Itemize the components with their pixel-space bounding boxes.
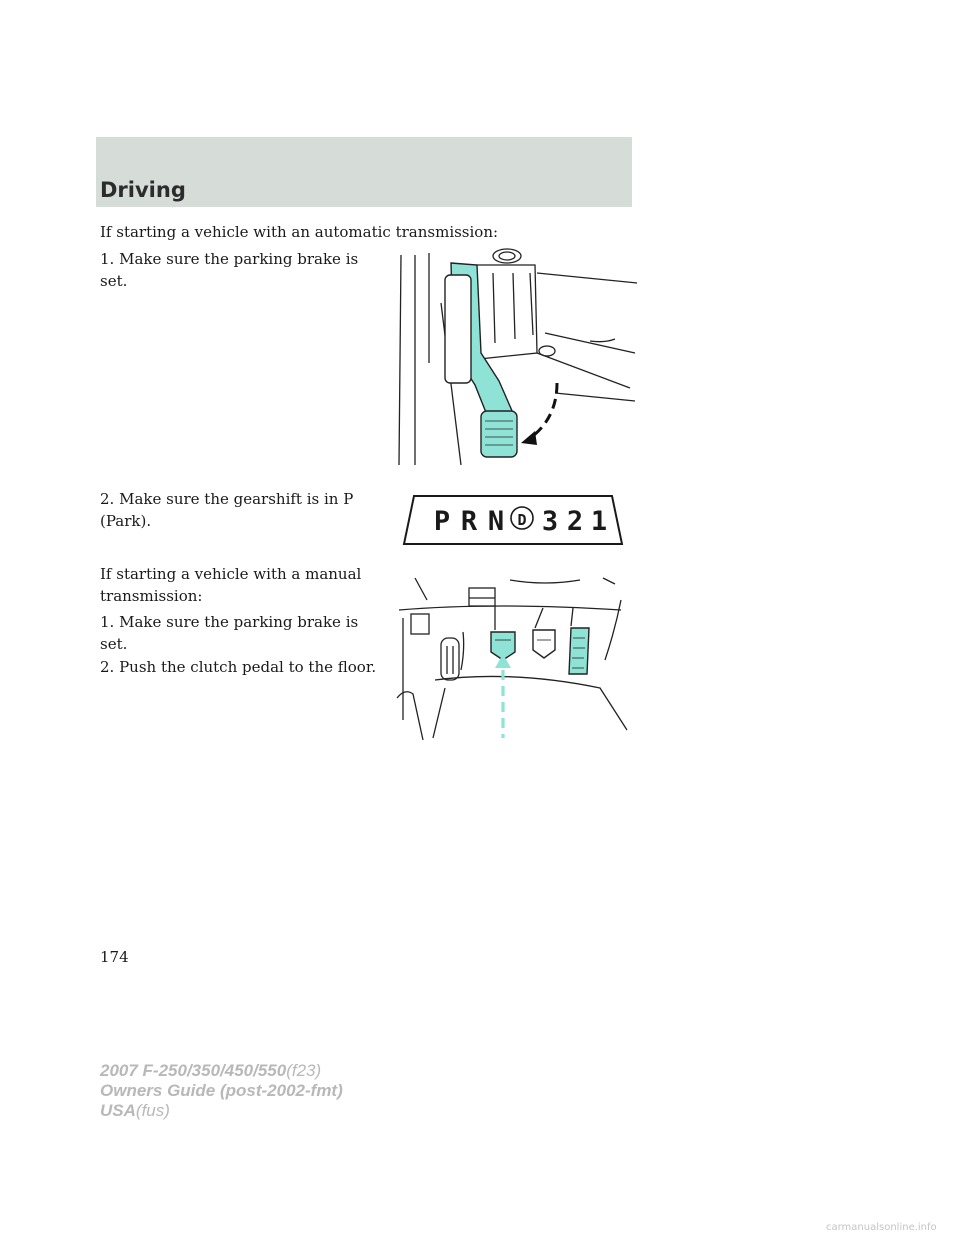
gear-position-1: 1: [590, 506, 608, 537]
accelerator-pedal-highlight: [569, 628, 589, 674]
automatic-step-2: 2. Make sure the gearshift is in P (Park).: [100, 490, 354, 530]
footer-guide: Owners Guide (post-2002-fmt): [100, 1081, 343, 1100]
gear-indicator: [402, 494, 624, 546]
footer-model-code: (f23): [286, 1061, 322, 1080]
brake-pedal: [533, 630, 555, 658]
footer-line-3: [100, 1101, 343, 1121]
gear-position-3: 3: [541, 506, 559, 537]
page-number: 174: [100, 948, 129, 966]
gear-position-r: R: [460, 506, 478, 537]
parking-brake-pedal-highlight: [481, 411, 517, 457]
section-title: Driving: [100, 178, 186, 202]
footer-line-1: [100, 1061, 343, 1081]
footer-model: 2007 F-250/350/450/550: [100, 1061, 287, 1080]
footer-line-2: [100, 1081, 343, 1101]
parking-brake-illustration: [395, 243, 640, 468]
gear-position-d: D: [517, 511, 527, 529]
manual-intro: If starting a vehicle with a manual transmission:: [100, 565, 362, 605]
manual-step-1: 1. Make sure the parking brake is set.: [100, 613, 359, 653]
gear-position-2: 2: [566, 506, 584, 537]
parking-brake-handle: [445, 275, 471, 383]
gear-position-p: P: [433, 506, 451, 537]
footer-region-code: (fus): [135, 1101, 170, 1120]
manual-step-2: 2. Push the clutch pedal to the floor.: [100, 658, 377, 676]
automatic-intro: If starting a vehicle with an automatic transmission:: [100, 223, 499, 241]
push-arrow-icon: [529, 383, 557, 439]
watermark: carmanualsonline.info: [826, 1222, 937, 1233]
document-footer: [100, 1061, 343, 1121]
automatic-step-1: 1. Make sure the parking brake is set.: [100, 250, 359, 290]
clutch-pedal-illustration: [395, 570, 630, 740]
gear-position-n: N: [487, 506, 505, 537]
footer-region: USA: [100, 1101, 136, 1120]
